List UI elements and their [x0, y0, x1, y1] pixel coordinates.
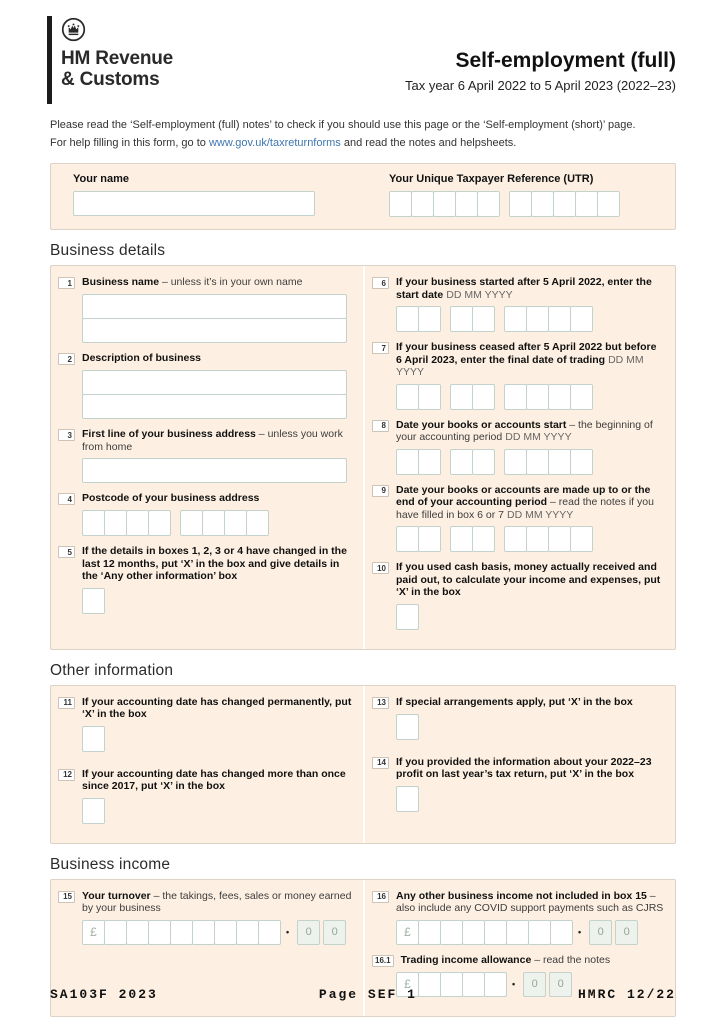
box-number-badge: 7: [372, 342, 389, 354]
date-cell-group: [504, 306, 593, 332]
decimal-point: •: [512, 979, 516, 989]
date-cell-group: [396, 384, 441, 410]
utr-char-cell[interactable]: [433, 191, 456, 217]
date-cell[interactable]: [418, 306, 441, 332]
box-question: [396, 890, 665, 915]
utr-char-cell[interactable]: [477, 191, 500, 217]
date-cell-group: [504, 526, 593, 552]
question-segment: If your business ceased after 5 April 2022 but before 6 April 2023, enter the final date of trading: [396, 341, 657, 366]
date-cell[interactable]: [418, 449, 441, 475]
utr-char-cell[interactable]: [509, 191, 532, 217]
utr-char-cell[interactable]: [389, 191, 412, 217]
char-cell[interactable]: [126, 510, 149, 536]
hmrc-version: HMRC 12/22: [577, 987, 676, 1002]
date-cell-group: [450, 449, 495, 475]
date-cell[interactable]: [504, 526, 527, 552]
box-question: [82, 545, 353, 583]
box-question: [82, 890, 353, 915]
your-name-block: [73, 173, 389, 217]
date-cell[interactable]: [504, 306, 527, 332]
text-input[interactable]: [82, 394, 347, 419]
date-cell[interactable]: [548, 449, 571, 475]
form-subtitle: Tax year 6 April 2022 to 5 April 2023 (2022–23): [404, 78, 676, 93]
question-segment: DD MM YYYY: [396, 353, 644, 378]
logo-text: [61, 48, 173, 90]
box-number-badge: 4: [58, 493, 75, 505]
amount-cell[interactable]: [214, 920, 237, 945]
box-15-field: [82, 920, 347, 945]
question-segment: If your business started after 5 April 2022, enter the start date: [396, 276, 652, 301]
date-cell-group: [504, 449, 593, 475]
utr-char-cell[interactable]: [411, 191, 434, 217]
box-number-badge: 14: [372, 757, 389, 769]
logo-text-line2: & Customs: [61, 69, 160, 90]
date-cell[interactable]: [570, 306, 593, 332]
pence-cell: 0: [323, 920, 346, 945]
form-title: Self-employment (full): [455, 49, 676, 72]
utr-char-cell[interactable]: [553, 191, 576, 217]
date-cell[interactable]: [396, 449, 419, 475]
date-cell[interactable]: [450, 384, 473, 410]
box-5-field: [82, 588, 347, 614]
amount-cell[interactable]: [440, 920, 463, 945]
section-heading-business-details: Business details: [50, 242, 166, 259]
decimal-point: •: [286, 927, 290, 937]
question-segment: – the takings, fees, sales or money earned by your business: [82, 889, 352, 914]
form-box-10: [372, 561, 665, 630]
date-cell[interactable]: [418, 384, 441, 410]
question-segment: If you used cash basis, money actually received and paid out, to calculate your income and expenses, put ‘X’ in the box: [396, 561, 661, 598]
box-question: [82, 696, 353, 721]
char-cell[interactable]: [180, 510, 203, 536]
intro-line2: [50, 134, 676, 152]
date-cell[interactable]: [570, 384, 593, 410]
identity-panel: [50, 163, 676, 230]
question-segment: DD MM YYYY: [446, 288, 513, 301]
utr-char-cell[interactable]: [597, 191, 620, 217]
char-cell-group: [180, 510, 269, 536]
date-cell[interactable]: [396, 526, 419, 552]
box-question: [82, 768, 353, 793]
char-cell[interactable]: [148, 510, 171, 536]
question-segment: – read the notes if you have filled in box 6 or 7: [396, 496, 654, 521]
business-details-left-column: [51, 266, 363, 649]
amount-cell[interactable]: [236, 920, 259, 945]
date-cell[interactable]: [526, 449, 549, 475]
box-question: [396, 419, 665, 444]
hmrc-logo: [47, 16, 173, 104]
date-cell-group: [450, 306, 495, 332]
box-question: [82, 428, 353, 453]
form-header: [0, 0, 720, 104]
box-question: [396, 756, 665, 781]
intro-line2-after: and read the notes and helpsheets.: [340, 137, 517, 149]
date-cell[interactable]: [472, 449, 495, 475]
form-box-12: [58, 768, 353, 824]
pound-sign-cell: £: [396, 920, 419, 945]
intro-line1: Please read the ‘Self-employment (full) notes’ to check if you should use this page or the ‘Self-employment (short)’ page.: [50, 119, 636, 131]
question-segment: DD MM YYYY: [505, 431, 572, 443]
box-question-row: [58, 492, 353, 505]
date-cell[interactable]: [570, 449, 593, 475]
box-9-field: [396, 526, 659, 552]
question-segment: Business name: [82, 276, 160, 288]
form-box-5: [58, 545, 353, 614]
question-segment: If your accounting date has changed permanently, put ‘X’ in the box: [82, 695, 352, 720]
question-segment: Any other business income not included in box 15: [396, 889, 647, 902]
amount-cell[interactable]: [550, 920, 573, 945]
box-number-badge: 16: [372, 891, 389, 903]
checkbox[interactable]: [82, 588, 105, 614]
date-cell[interactable]: [526, 526, 549, 552]
form-box-9: [372, 484, 665, 553]
box-number-badge: 12: [58, 769, 75, 781]
box-question: [396, 276, 665, 301]
form-id: SA103F 2023: [50, 987, 158, 1002]
box-number-badge: 13: [372, 697, 389, 709]
form-box-7: [372, 341, 665, 410]
date-cell[interactable]: [472, 306, 495, 332]
checkbox[interactable]: [396, 714, 419, 740]
date-cell-group: [396, 526, 441, 552]
box-13-field: [396, 714, 659, 740]
amount-cell[interactable]: [148, 920, 171, 945]
form-box-11: [58, 696, 353, 752]
pence-cell: 0: [297, 920, 320, 945]
box-number-badge: 3: [58, 429, 75, 441]
your-name-input[interactable]: [73, 191, 315, 216]
date-cell-group: [504, 384, 593, 410]
box-question: [396, 484, 665, 522]
utr-cell-group: [509, 191, 620, 217]
amount-cell[interactable]: [126, 920, 149, 945]
date-cell[interactable]: [472, 526, 495, 552]
pence-cell: 0: [615, 920, 638, 945]
amount-cell[interactable]: [528, 920, 551, 945]
question-segment: – also include any COVID support payments such as CJRS: [396, 889, 664, 914]
box-question-row: [372, 696, 665, 709]
amount-cell[interactable]: [506, 920, 529, 945]
section-other-information: [50, 685, 676, 844]
date-cell[interactable]: [570, 526, 593, 552]
utr-char-cell[interactable]: [455, 191, 478, 217]
date-cell[interactable]: [450, 526, 473, 552]
form-box-8: [372, 419, 665, 475]
amount-cell[interactable]: [258, 920, 281, 945]
box-question-row: [372, 419, 665, 444]
box-number-badge: 6: [372, 277, 389, 289]
form-box-14: [372, 756, 665, 812]
question-segment: – the beginning of your accounting period: [396, 418, 653, 443]
box-question: [82, 276, 302, 289]
box-question-row: [58, 276, 353, 289]
box-question-row: [58, 428, 353, 453]
form-box-4: [58, 492, 353, 536]
utr-block: [389, 173, 620, 217]
box-4-field: [82, 510, 347, 536]
other-information-right-column: [363, 686, 675, 843]
question-segment: If special arrangements apply, put ‘X’ in the box: [396, 695, 633, 708]
date-cell-group: [450, 384, 495, 410]
box-3-field: [82, 458, 347, 483]
question-segment: If your accounting date has changed more than once since 2017, put ‘X’ in the box: [82, 767, 346, 792]
question-segment: DD MM YYYY: [506, 508, 574, 521]
box-question-row: [372, 756, 665, 781]
box-question-row: [372, 484, 665, 522]
box-8-field: [396, 449, 659, 475]
business-details-right-column: [363, 266, 675, 649]
box-question-row: [372, 276, 665, 301]
utr-char-cell[interactable]: [575, 191, 598, 217]
amount-cell[interactable]: [192, 920, 215, 945]
date-cell[interactable]: [548, 306, 571, 332]
date-cell[interactable]: [472, 384, 495, 410]
checkbox[interactable]: [82, 726, 105, 752]
date-cell[interactable]: [548, 526, 571, 552]
date-cell[interactable]: [396, 384, 419, 410]
logo-bar: [47, 16, 52, 104]
date-cell-group: [450, 526, 495, 552]
form-box-2: [58, 352, 353, 419]
box-number-badge: 11: [58, 697, 75, 709]
date-cell[interactable]: [396, 306, 419, 332]
page-number: Page SEF 1: [318, 987, 417, 1002]
box-number-badge: 5: [58, 546, 75, 558]
pence-cell: 0: [549, 972, 572, 997]
question-segment: – unless you work from home: [82, 428, 343, 453]
intro-line2-before: For help filling in this form, go to: [50, 137, 209, 149]
box-2-field: [82, 370, 347, 419]
date-cell[interactable]: [526, 306, 549, 332]
box-question: [401, 954, 611, 967]
form-box-13: [372, 696, 665, 740]
checkbox[interactable]: [82, 798, 105, 824]
text-input[interactable]: [82, 318, 347, 343]
question-segment: If you provided the information about your 2022–23 profit on last year’s tax return, put ‘X’ in the box: [396, 755, 652, 780]
form-box-3: [58, 428, 353, 483]
box-question-row: [58, 696, 353, 721]
section-heading-business-income: Business income: [50, 855, 171, 873]
box-question-row: [58, 768, 353, 793]
pence-cell: 0: [589, 920, 612, 945]
utr-label: Your Unique Taxpayer Reference (UTR): [389, 173, 594, 185]
date-cell[interactable]: [526, 384, 549, 410]
question-segment: If the details in boxes 1, 2, 3 or 4 have changed in the last 12 months, put ‘X’ in the box and give details in the ‘Any other information’ box: [82, 545, 347, 582]
box-question-row: [58, 545, 353, 583]
box-question: [396, 341, 665, 379]
logo-body: [61, 16, 173, 104]
box-1-field: [82, 294, 347, 343]
amount-cell[interactable]: [418, 920, 441, 945]
box-question-row: [372, 341, 665, 379]
char-cell-group: [82, 510, 171, 536]
box-question-row: [58, 352, 353, 365]
your-name-label: Your name: [73, 173, 130, 185]
date-cell-group: [396, 449, 441, 475]
amount-cell[interactable]: [462, 920, 485, 945]
box-7-field: [396, 384, 659, 410]
question-segment: Date your books or accounts start: [396, 418, 567, 431]
box-6-field: [396, 306, 659, 332]
box-number-badge: 8: [372, 420, 389, 432]
char-cell[interactable]: [202, 510, 225, 536]
intro-text: [50, 116, 676, 152]
box-12-field: [82, 798, 347, 824]
section-business-details: [50, 265, 676, 650]
question-segment: – read the notes: [531, 953, 611, 966]
char-cell[interactable]: [82, 510, 105, 536]
pound-sign-cell: £: [82, 920, 105, 945]
form-content: [0, 116, 720, 1017]
utr-cells: [389, 191, 620, 217]
utr-cell-group: [389, 191, 500, 217]
utr-char-cell[interactable]: [531, 191, 554, 217]
box-10-field: [396, 604, 659, 630]
box-16-field: [396, 920, 659, 945]
box-number-badge: 2: [58, 353, 75, 365]
checkbox[interactable]: [396, 604, 419, 630]
char-cell[interactable]: [104, 510, 127, 536]
form-box-16: [372, 890, 665, 945]
text-input[interactable]: [82, 370, 347, 395]
question-segment: – unless it’s in your own name: [159, 276, 303, 288]
box-11-field: [82, 726, 347, 752]
form-box-1: [58, 276, 353, 343]
decimal-point: •: [578, 927, 582, 937]
box-number-badge: 15: [58, 891, 75, 903]
taxreturnforms-link[interactable]: www.gov.uk/taxreturnforms: [208, 137, 341, 149]
question-segment: Trading income allowance: [400, 953, 532, 966]
question-segment: First line of your business address: [82, 428, 256, 440]
question-segment: Description of business: [82, 352, 202, 364]
char-cell[interactable]: [246, 510, 269, 536]
amount-cell[interactable]: [484, 920, 507, 945]
text-input[interactable]: [82, 458, 347, 483]
title-block: [405, 16, 676, 104]
box-number-badge: 16.1: [372, 955, 394, 967]
box-question: [82, 352, 201, 365]
question-segment: Your turnover: [82, 889, 151, 902]
date-cell[interactable]: [504, 449, 527, 475]
box-question: [82, 492, 259, 505]
date-cell-group: [396, 306, 441, 332]
date-cell[interactable]: [548, 384, 571, 410]
char-cell[interactable]: [224, 510, 247, 536]
date-cell[interactable]: [504, 384, 527, 410]
box-question-row: [372, 954, 665, 967]
amount-cell[interactable]: [104, 920, 127, 945]
date-cell[interactable]: [418, 526, 441, 552]
form-box-15: [58, 890, 353, 945]
form-footer: [50, 987, 676, 1002]
box-number-badge: 10: [372, 562, 389, 574]
box-question-row: [58, 890, 353, 915]
crown-icon: [61, 17, 173, 42]
date-cell[interactable]: [450, 306, 473, 332]
text-input[interactable]: [82, 294, 347, 319]
box-question-row: [372, 890, 665, 915]
box-question-row: [372, 561, 665, 599]
date-cell[interactable]: [450, 449, 473, 475]
checkbox[interactable]: [396, 786, 419, 812]
box-question: [396, 696, 633, 709]
box-number-badge: 9: [372, 485, 389, 497]
question-segment: Postcode of your business address: [82, 492, 260, 504]
box-number-badge: 1: [58, 277, 75, 289]
logo-text-line1: HM Revenue: [61, 48, 174, 69]
box-question: [396, 561, 665, 599]
pence-cell: 0: [523, 972, 546, 997]
section-heading-other-information: Other information: [50, 661, 174, 679]
question-segment: Date your books or accounts are made up to or the end of your accounting period: [396, 483, 651, 508]
other-information-left-column: [51, 686, 363, 843]
amount-cell[interactable]: [170, 920, 193, 945]
box-14-field: [396, 786, 659, 812]
form-box-6: [372, 276, 665, 332]
pound-sign-cell: £: [396, 972, 419, 997]
